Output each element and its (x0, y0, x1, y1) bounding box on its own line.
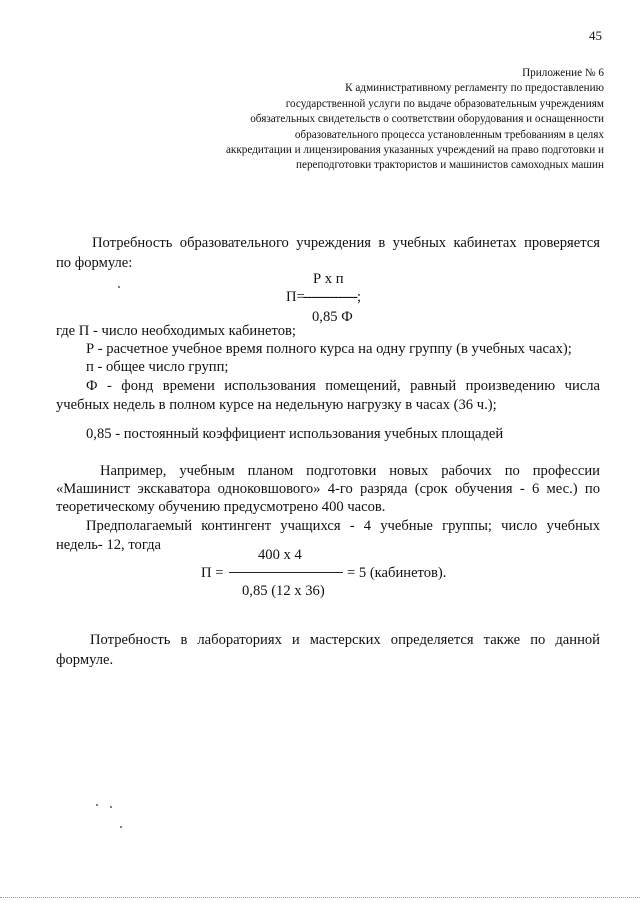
page-number: 45 (589, 28, 602, 43)
intro-line: по формуле: (56, 255, 133, 271)
definition-line: п - общее число групп; (86, 359, 229, 375)
appendix-line: государственной услуги по выдаче образовательным учреждениям (285, 97, 604, 110)
appendix-title: Приложение № 6 (522, 67, 604, 79)
definition-line: Ф - фонд времени использования помещений, равный произведению числа (86, 378, 600, 394)
formula-lhs: П= (286, 289, 305, 305)
example-line: «Машинист экскаватора одноковшового» 4-го разряда (срок обучения - 6 мес.) по (56, 481, 600, 497)
formula-numerator: 400 х 4 (258, 547, 302, 563)
appendix-line: переподготовки трактористов и машинистов самоходных машин (296, 159, 604, 172)
page-bottom-edge (0, 897, 640, 898)
formula-result: = 5 (кабинетов). (347, 565, 447, 581)
appendix-line: К административному регламенту по предоставлению (345, 82, 604, 95)
appendix-line: обязательных свидетельств о соответствии оборудования и оснащенности (250, 113, 604, 126)
example-line: теоретическому обучению предусмотрено 400 часов. (56, 499, 386, 515)
definition-line: где П - число необходимых кабинетов; (56, 323, 296, 339)
example-line: Например, учебным планом подготовки новых рабочих по профессии (100, 463, 600, 479)
formula-denominator: 0,85 (12 х 36) (242, 583, 325, 599)
closing-line: формуле. (56, 652, 114, 668)
scan-speck (120, 826, 122, 828)
formula-numerator: Р х п (313, 271, 344, 287)
appendix-line: образовательного процесса установленным требованиям в целях (294, 128, 604, 141)
scan-speck (110, 806, 112, 808)
closing-line: Потребность в лабораториях и мастерских определяется также по данной (90, 632, 600, 648)
formula-fraction-bar (229, 572, 343, 573)
definition-line: Р - расчетное учебное время полного курса на одну группу (в учебных часах); (86, 341, 572, 357)
scan-speck (96, 804, 98, 806)
formula-lhs: П = (201, 565, 224, 581)
formula-fraction-bar: --------------; (303, 289, 361, 305)
scan-speck (118, 286, 120, 288)
appendix-line: аккредитации и лицензирования указанных учреждений на право подготовки и (225, 144, 604, 157)
definition-line: учебных недель в полном курсе на недельную нагрузку в часах (36 ч.); (56, 397, 497, 413)
formula-denominator: 0,85 Ф (312, 309, 353, 325)
contingent-line: недель- 12, тогда (56, 537, 161, 553)
coefficient-line: 0,85 - постоянный коэффициент использования учебных площадей (86, 426, 504, 442)
appendix-header (226, 66, 604, 174)
intro-line: Потребность образовательного учреждения в учебных кабинетах проверяется (92, 235, 600, 251)
contingent-line: Предполагаемый контингент учащихся - 4 учебные группы; число учебных (86, 518, 600, 534)
